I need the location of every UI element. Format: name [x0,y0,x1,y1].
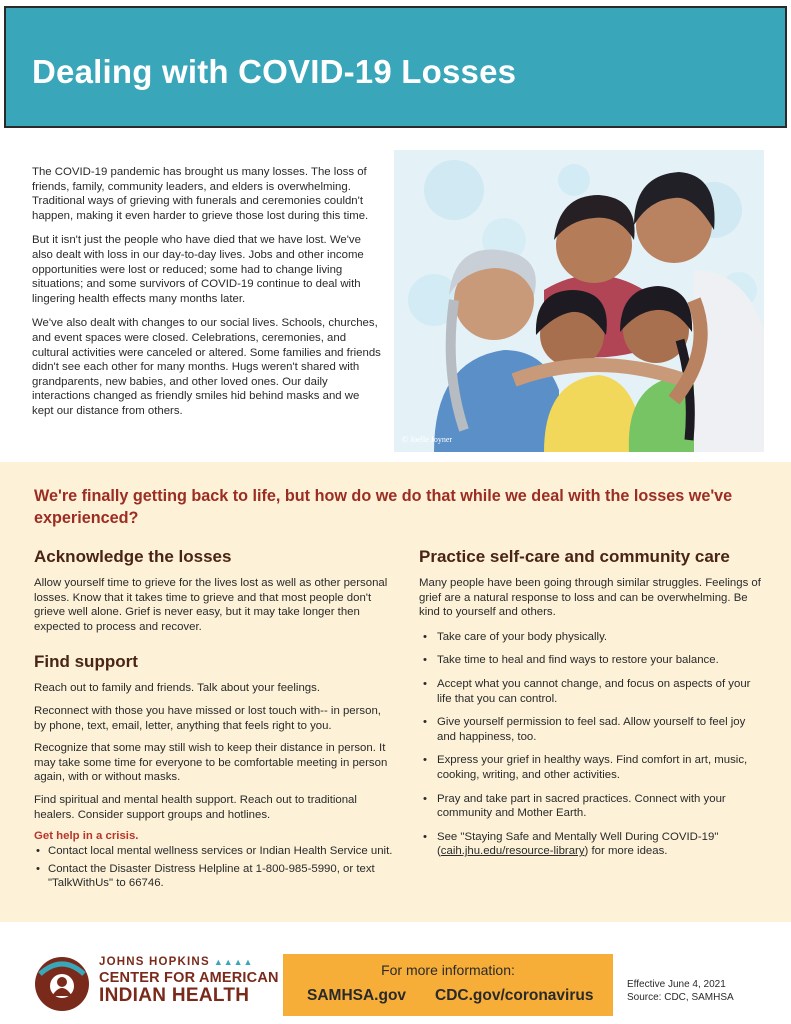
crisis-label: Get help in a crisis. [34,830,139,843]
list-item: • Contact local mental wellness services or Indian Health Service unit. [34,844,396,859]
selfcare-intro: Many people have been going through similar struggles. Feelings of grief are a natural response to loss and can be overwhelming. Be kind to yourself and others. [419,577,761,619]
logo-line1 [99,956,279,968]
selfcare-heading: Practice self-care and community care [419,547,730,566]
illustration-credit: © Joelle Joyner [402,435,453,444]
right-column [419,547,763,868]
family-hug-illustration [394,150,764,452]
more-info-box [283,954,613,1016]
support-paragraph: Recognize that some may still wish to keep their distance in person. It may take some time for everyone to be comfortable meeting in person again, with or without masks. [34,742,388,784]
crisis-list [34,844,396,891]
footer [0,922,791,1024]
intro-paragraph: The COVID-19 pandemic has brought us many losses. The loss of friends, family, community leaders, and elders is overwhelming. Traditional ways of grieving with funerals and ceremonies couldn't happen, making it even harder to grieve those lost during this time. [32,166,369,222]
list-item: • Take care of your body physically. [419,630,763,645]
source-text: Source: CDC, SAMHSA [627,992,734,1003]
illustration-artwork [394,150,764,452]
caih-logo-icon [32,952,92,1012]
list-item: • Accept what you cannot change, and focus on aspects of your life that you can control. [419,677,763,706]
samhsa-link[interactable]: SAMHSA.gov [307,987,407,1004]
header [0,0,791,130]
list-item: • Give yourself permission to feel sad. Allow yourself to feel joy and happiness, too. [419,715,763,744]
list-item: • Express your grief in healthy ways. Find comfort in art, music, cooking, writing, and other activities. [419,753,763,782]
list-item: • Pray and take part in sacred practices. Connect with your community and Mother Earth. [419,792,763,821]
acknowledge-heading: Acknowledge the losses [34,547,232,566]
title-band [4,6,787,128]
support-paragraph: Reach out to family and friends. Talk about your feelings. [34,682,320,695]
intro-paragraph: But it isn't just the people who have died that we have lost. We've also dealt with loss in our day-to-day lives. Jobs and other income opportunities were lost or reduced; some had to change living situations; and some survivors of COVID-19 continue to deal with lingering health effects many months later. [32,234,364,305]
logo-line3: INDIAN HEALTH [99,985,250,1006]
caih-logo-text [99,956,279,1007]
support-paragraph: Find spiritual and mental health support. Reach out to traditional healers. Consider support groups and hotlines. [34,793,357,821]
section-subhead: We're finally getting back to life, but how do we do that while we deal with the losses we've experienced? [34,487,733,527]
intro-paragraph: We've also dealt with changes to our social lives. Schools, churches, and event spaces were closed. Celebrations, ceremonies, and cultural activities were canceled or altered. Some families and friends didn't see each other for many months. Hugs weren't shared with grandparents, new babies, and other loved ones. Our daily interactions changed as friendly smiles hid behind masks and we kept our distance from others. [32,317,381,417]
more-info-title: For more information: [381,962,515,978]
acknowledge-body: Allow yourself time to grieve for the lives lost as well as other personal losses. Know that it takes time to grieve and that most people don't grieve well alone. Grief is never easy, but it may take longer then expected to process and recover. [34,577,388,633]
cdc-link[interactable]: CDC.gov/coronavirus [435,987,594,1004]
effective-info [627,978,734,1004]
support-heading: Find support [34,652,138,672]
logo-triangles: ▲▲▲▲ [213,957,254,967]
resource-text-end: for more ideas. [591,845,668,858]
left-column [34,547,396,894]
resource-text: See "Staying Safe and Mentally Well During COVID-19" [437,830,719,843]
logo-line2: CENTER FOR AMERICAN [99,970,279,986]
support-paragraph: Reconnect with those you have missed or lost touch with-- in person, by phone, text, email, letter, anything that feels right to you. [34,704,381,732]
selfcare-list [419,630,763,859]
effective-date: Effective June 4, 2021 [627,979,726,990]
list-item: • Contact the Disaster Distress Helpline at 1-800-985-5990, or text "TalkWithUs" to 66746. [34,862,396,891]
list-item: • See "Staying Safe and Mentally Well During COVID-19" (caih.jhu.edu/resource-library) for more ideas. [419,830,763,859]
resource-library-link[interactable]: caih.jhu.edu/resource-library [440,845,585,858]
list-item: • Take time to heal and find ways to restore your balance. [419,653,763,668]
page-title: Dealing with COVID-19 Losses [32,53,517,90]
logo-university: JOHNS HOPKINS [99,956,210,968]
intro-text [32,165,382,429]
